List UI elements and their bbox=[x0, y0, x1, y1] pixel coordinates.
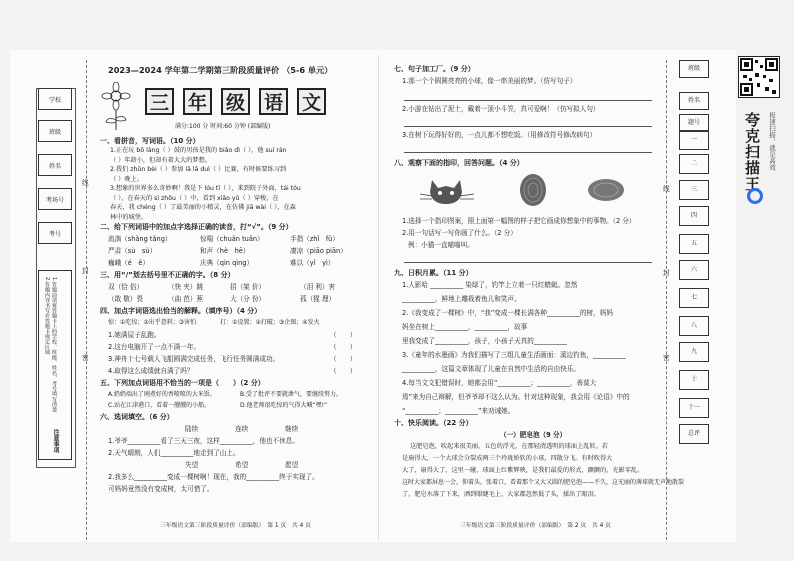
passage-line: 这肥皂泡，吹起来很美丽，五色的浮光，在那轻清透明的球面上乱转。若 bbox=[410, 443, 608, 450]
section-7-title: 七、句子加工厂。（9 分） bbox=[394, 65, 475, 73]
seal-char: 线 bbox=[663, 185, 670, 193]
s9-line: 2.《我变成了一棵树》中，“我”变成一棵长满各种__________的树，妈妈 bbox=[402, 309, 613, 317]
reading-item[interactable]: 庆典（qìn qìng） bbox=[200, 259, 254, 267]
section-4-title: 四、加点字词语选出恰当的解释。（填序号）（4 分） bbox=[100, 307, 262, 315]
char-choice[interactable]: 招（架 价） bbox=[230, 283, 266, 291]
s6-line: 可妈妈竟然没有变成树，太可惜了。 bbox=[108, 485, 214, 493]
question-number-cell: 题号 bbox=[679, 114, 709, 132]
s9-line: 1.人影哈 __________ 染绿了，钓竿上立着一只红蜻蜓。忽然 bbox=[402, 281, 578, 289]
passage-title: （一）肥皂泡（9 分） bbox=[500, 431, 567, 439]
seal-line-left bbox=[86, 60, 87, 540]
s9-line: “__________；__________”来劝诫她。 bbox=[402, 407, 515, 415]
s4-item: 3.神舟十七号载人飞船圆满完成任务，飞行任务圆满成功。 bbox=[108, 355, 280, 363]
answer-paren[interactable]: （ ） bbox=[330, 355, 357, 363]
word-option: 陆续 bbox=[185, 425, 199, 433]
section-2-title: 二、给下列词语中的加点字选择正确的读音，打“√”。（9 分） bbox=[100, 223, 293, 231]
brand-slogan: 极速扫描，就是高效 bbox=[768, 112, 776, 171]
section-8-title: 八、观察下面的指印，回答问题。（4 分） bbox=[394, 159, 524, 167]
reading-item[interactable]: 凄凉（piāo piān） bbox=[290, 247, 347, 255]
passage-line: 大了，扇得大了，这里一碰，球面上红紫辉映，是我们最爱的形式，颤颤的，光影零乱。 bbox=[402, 467, 644, 474]
option-c[interactable]: C.站在江津港口，看着一艘艘的小船。 bbox=[108, 402, 211, 409]
s9-line: 妈坐在树上__________，__________，故事 bbox=[402, 323, 528, 331]
s6-line: 2.我多么__________变成一棵树啊！现在，我的__________终于实现了。 bbox=[108, 473, 319, 481]
s9-line: 4.每当文文犯错误时，她都会用“__________；__________，善莫大 bbox=[402, 379, 597, 387]
title-char-1: 三 bbox=[145, 88, 174, 115]
s7-line: 2.小游在钻出了泥土，戴着一顶小斗笠，真可爱啊！（仿写拟人句） bbox=[402, 105, 600, 113]
score-row[interactable]: 二 bbox=[679, 154, 709, 174]
seal-char: 密 bbox=[663, 354, 670, 362]
s6-line: 2.天气晴朗，人们__________地走到了山上。 bbox=[108, 449, 240, 457]
seal-char: 密 bbox=[82, 354, 89, 362]
flower-icon bbox=[100, 82, 132, 132]
notice-box bbox=[38, 270, 72, 460]
s8-question: 1.选择一个指印图案，照上面第一幅图的样子把它画成你想象中的事物。（2 分） bbox=[402, 217, 636, 225]
s8-question: 2.用一句话写一写你画了什么。（2 分） bbox=[402, 229, 517, 237]
score-row[interactable]: 八 bbox=[679, 316, 709, 336]
seal-char: 线 bbox=[82, 179, 89, 187]
s4-item: 4.取得这么成绩就自满了吗？ bbox=[108, 367, 194, 375]
answer-paren[interactable]: （ ） bbox=[330, 331, 357, 339]
s9-line: 里我变成了__________，孩子，小孩子天真的__________ bbox=[402, 337, 567, 345]
page-footer-2: 三年级语文第三阶段质量评价（部编版） 第 2 页 共 4 页 bbox=[460, 523, 611, 529]
s1-line: 2.我们 zhǔn bèi（ ）参加 lā lā duì（ ）比赛，有时候要练习到 bbox=[110, 166, 287, 173]
answer-line[interactable] bbox=[404, 100, 652, 101]
reading-item[interactable]: 难以（yǐ yì） bbox=[290, 259, 335, 267]
s6-line: 1.爷爷__________看了三天三夜，这样__________，他也不休息。 bbox=[108, 437, 299, 445]
answer-line[interactable] bbox=[404, 126, 652, 127]
score-row[interactable]: 六 bbox=[679, 260, 709, 280]
word-option: 愿望 bbox=[285, 461, 299, 469]
answer-line[interactable] bbox=[404, 262, 652, 263]
title-char-5: 文 bbox=[297, 88, 326, 115]
passage-line: 这时大家都屏息一会，仰着头，张着口，看着那个又大又圆的肥皂泡——不久，这光丽的薄球就无声地散裂 bbox=[402, 479, 685, 486]
notice-text: 1.答题前请将答题卡上的学校、班级、姓名、考号填写清楚 2.答题内容书写在答题卡规定区域 bbox=[44, 277, 57, 412]
s9-line: __________，鲜地上雕栽着鱼儿和笑声。 bbox=[402, 295, 521, 303]
reading-item[interactable]: 手指（zhǐ fǔ） bbox=[290, 235, 339, 243]
score-row[interactable]: 五 bbox=[679, 234, 709, 254]
fingerprint-images bbox=[420, 172, 650, 208]
name-field[interactable]: 姓名 bbox=[38, 154, 72, 176]
reading-item[interactable]: 巍峨（é ě） bbox=[108, 259, 150, 267]
answer-line[interactable] bbox=[404, 152, 652, 153]
brand-logo-icon bbox=[747, 188, 763, 204]
exam-header: 2023—2024 学年第二学期第三阶段质量评价 （5-6 单元） bbox=[108, 65, 333, 75]
score-row[interactable]: 十一 bbox=[679, 398, 709, 418]
page-divider bbox=[378, 55, 379, 540]
char-choice[interactable]: （曲 芭）蕉 bbox=[168, 295, 204, 303]
char-choice[interactable]: 孤（猩 理） bbox=[300, 295, 336, 303]
reading-item[interactable]: 严肃（sù sù） bbox=[108, 247, 157, 255]
seal-char: 封 bbox=[82, 267, 89, 275]
score-row[interactable]: 四 bbox=[679, 206, 709, 226]
option-d[interactable]: D.他老师很吃惊的气得大喊“嘿!” bbox=[240, 402, 328, 409]
title-char-3: 级 bbox=[221, 88, 250, 115]
s1-line: 1.正在玩 bō làng（ ）鼓的男孩是我的 biǎo dì（ ），他 suí rán bbox=[110, 147, 287, 154]
char-choice[interactable]: （快 夹）跳 bbox=[168, 283, 204, 291]
reading-item[interactable]: 流淌（shǎng tǎng） bbox=[108, 235, 172, 243]
s1-line: 3.想象的世界多么奇妙啊！我是下 lóu tī（ ），来到院子外面，tái tóu bbox=[110, 185, 301, 192]
score-row[interactable]: 七 bbox=[679, 288, 709, 308]
s4-definitions: 惊：①吃惊；②出乎意料；③害怕 打：①设置；②打破；③企图；④发火 bbox=[108, 319, 320, 326]
s8-example: 例：小猫一直喵喵叫。 bbox=[408, 241, 474, 249]
score-row[interactable]: 三 bbox=[679, 180, 709, 200]
char-choice[interactable]: 大（分 份） bbox=[230, 295, 266, 303]
word-option: 希望 bbox=[235, 461, 249, 469]
option-b[interactable]: B.受了批评不要就泄气，要继续努力。 bbox=[240, 391, 343, 398]
title-char-4: 语 bbox=[259, 88, 288, 115]
s4-item: 1.她满屋子乱跑。 bbox=[108, 331, 161, 339]
school-field[interactable]: 学校 bbox=[38, 88, 72, 110]
fingerprint-cat-icon bbox=[420, 172, 650, 208]
s1-line: 林中的城堡。 bbox=[110, 213, 148, 221]
exam-meta: 满分:100 分 时间:60 分钟 (部编版) bbox=[175, 123, 271, 130]
passage-line: 了，肥皂水落了下来，洒到眼睫毛上，大家都忽然低了头，揉出了眼泪。 bbox=[402, 491, 600, 498]
section-9-title: 九、日积月累。（11 分） bbox=[394, 269, 473, 277]
name-cell[interactable]: 姓名 bbox=[679, 92, 709, 110]
reading-item[interactable]: 和声（hè hē） bbox=[200, 247, 250, 255]
total-row[interactable]: 总评 bbox=[679, 424, 709, 444]
s9-line: __________，这篇文章体现了儿童在自然中生活的自由快乐。 bbox=[402, 365, 581, 373]
s7-line: 3.在树下玩得好好的，一点儿都不想吃饭。（用修改符号修改病句） bbox=[402, 131, 597, 139]
s1-line: （ ），在春天的 sì zhōu（ ）中，看到 xiǎo yǔ（ ）穿梭，在 bbox=[110, 194, 279, 202]
s7-line: 1.那一个个圆圆亮亮的小球，像一串美丽的梦。（仿写句子） bbox=[402, 77, 577, 85]
class-field[interactable]: 班级 bbox=[38, 120, 72, 142]
seal-line-right bbox=[666, 60, 667, 540]
notice-title: 注意事项 bbox=[52, 429, 59, 453]
section-6-title: 六、选词填空。（6 分） bbox=[100, 413, 174, 421]
section-3-title: 三、用“/”划去括号里不正确的字。（8 分） bbox=[100, 271, 235, 279]
exam-number-field[interactable]: 考号 bbox=[38, 222, 72, 244]
section-1-title: 一、看拼音，写词语。（10 分） bbox=[100, 137, 200, 145]
char-choice[interactable]: 双（恰 俗） bbox=[108, 283, 144, 291]
flower-logo bbox=[100, 82, 132, 132]
qr-code-icon bbox=[739, 57, 779, 97]
seal-char: 封 bbox=[663, 269, 670, 277]
word-option: 连续 bbox=[235, 425, 249, 433]
char-choice[interactable]: （泪 利）害 bbox=[300, 283, 336, 291]
score-row[interactable]: 九 bbox=[679, 342, 709, 362]
exam-room-field[interactable]: 考场号 bbox=[38, 188, 72, 210]
section-10-title: 十、快乐阅读。（22 分） bbox=[394, 419, 473, 427]
char-choice[interactable]: （敢 敬）畏 bbox=[108, 295, 144, 303]
class-cell[interactable]: 班级 bbox=[679, 60, 709, 78]
section-5-title: 五、下列加点词语用不恰当的一项是（ ）（2 分） bbox=[100, 379, 265, 387]
passage-line: 是扇得大，一个大球会分裂成两三个玲珑娇软的小球，四散分飞。有时吹得大 bbox=[402, 455, 613, 462]
score-row[interactable]: 十 bbox=[679, 370, 709, 390]
word-option: 失望 bbox=[185, 461, 199, 469]
score-row[interactable]: 一 bbox=[679, 130, 709, 150]
s1-line: （ ）晚上。 bbox=[110, 175, 143, 183]
answer-paren[interactable]: （ ） bbox=[330, 343, 357, 351]
brand-name: 夸克扫描王 bbox=[743, 112, 761, 192]
option-a[interactable]: A.奶奶端出了刚煮好的香喷喷的大米饭。 bbox=[108, 391, 216, 398]
reading-item[interactable]: 惊喘（chuǎn tuǎn） bbox=[200, 235, 264, 243]
title-char-2: 年 bbox=[183, 88, 212, 115]
word-option: 继续 bbox=[285, 425, 299, 433]
answer-paren[interactable]: （ ） bbox=[330, 367, 357, 375]
page-footer-1: 三年级语文第三阶段质量评价（部编版） 第 1 页 共 4 页 bbox=[160, 523, 311, 529]
s9-line: 焉”来为自己辩解，但爷爷却不这么认为。针对这种现象，我会用《论语》中的 bbox=[402, 393, 630, 401]
s9-line: 3.《童年的水墨画》为我们描写了三组儿童生活画面：溪边钓鱼，__________ bbox=[402, 351, 626, 359]
qr-code bbox=[738, 56, 780, 98]
s1-line: （ ）年龄小，但却有着大大的梦想。 bbox=[110, 156, 211, 164]
s4-item: 2.这台电脑开了一点不满一年。 bbox=[108, 343, 201, 351]
s1-line: 春天，我 chéng（ ）了最美丽的小精灵，在仿佛 jiā wài（ ），在森 bbox=[110, 204, 296, 211]
